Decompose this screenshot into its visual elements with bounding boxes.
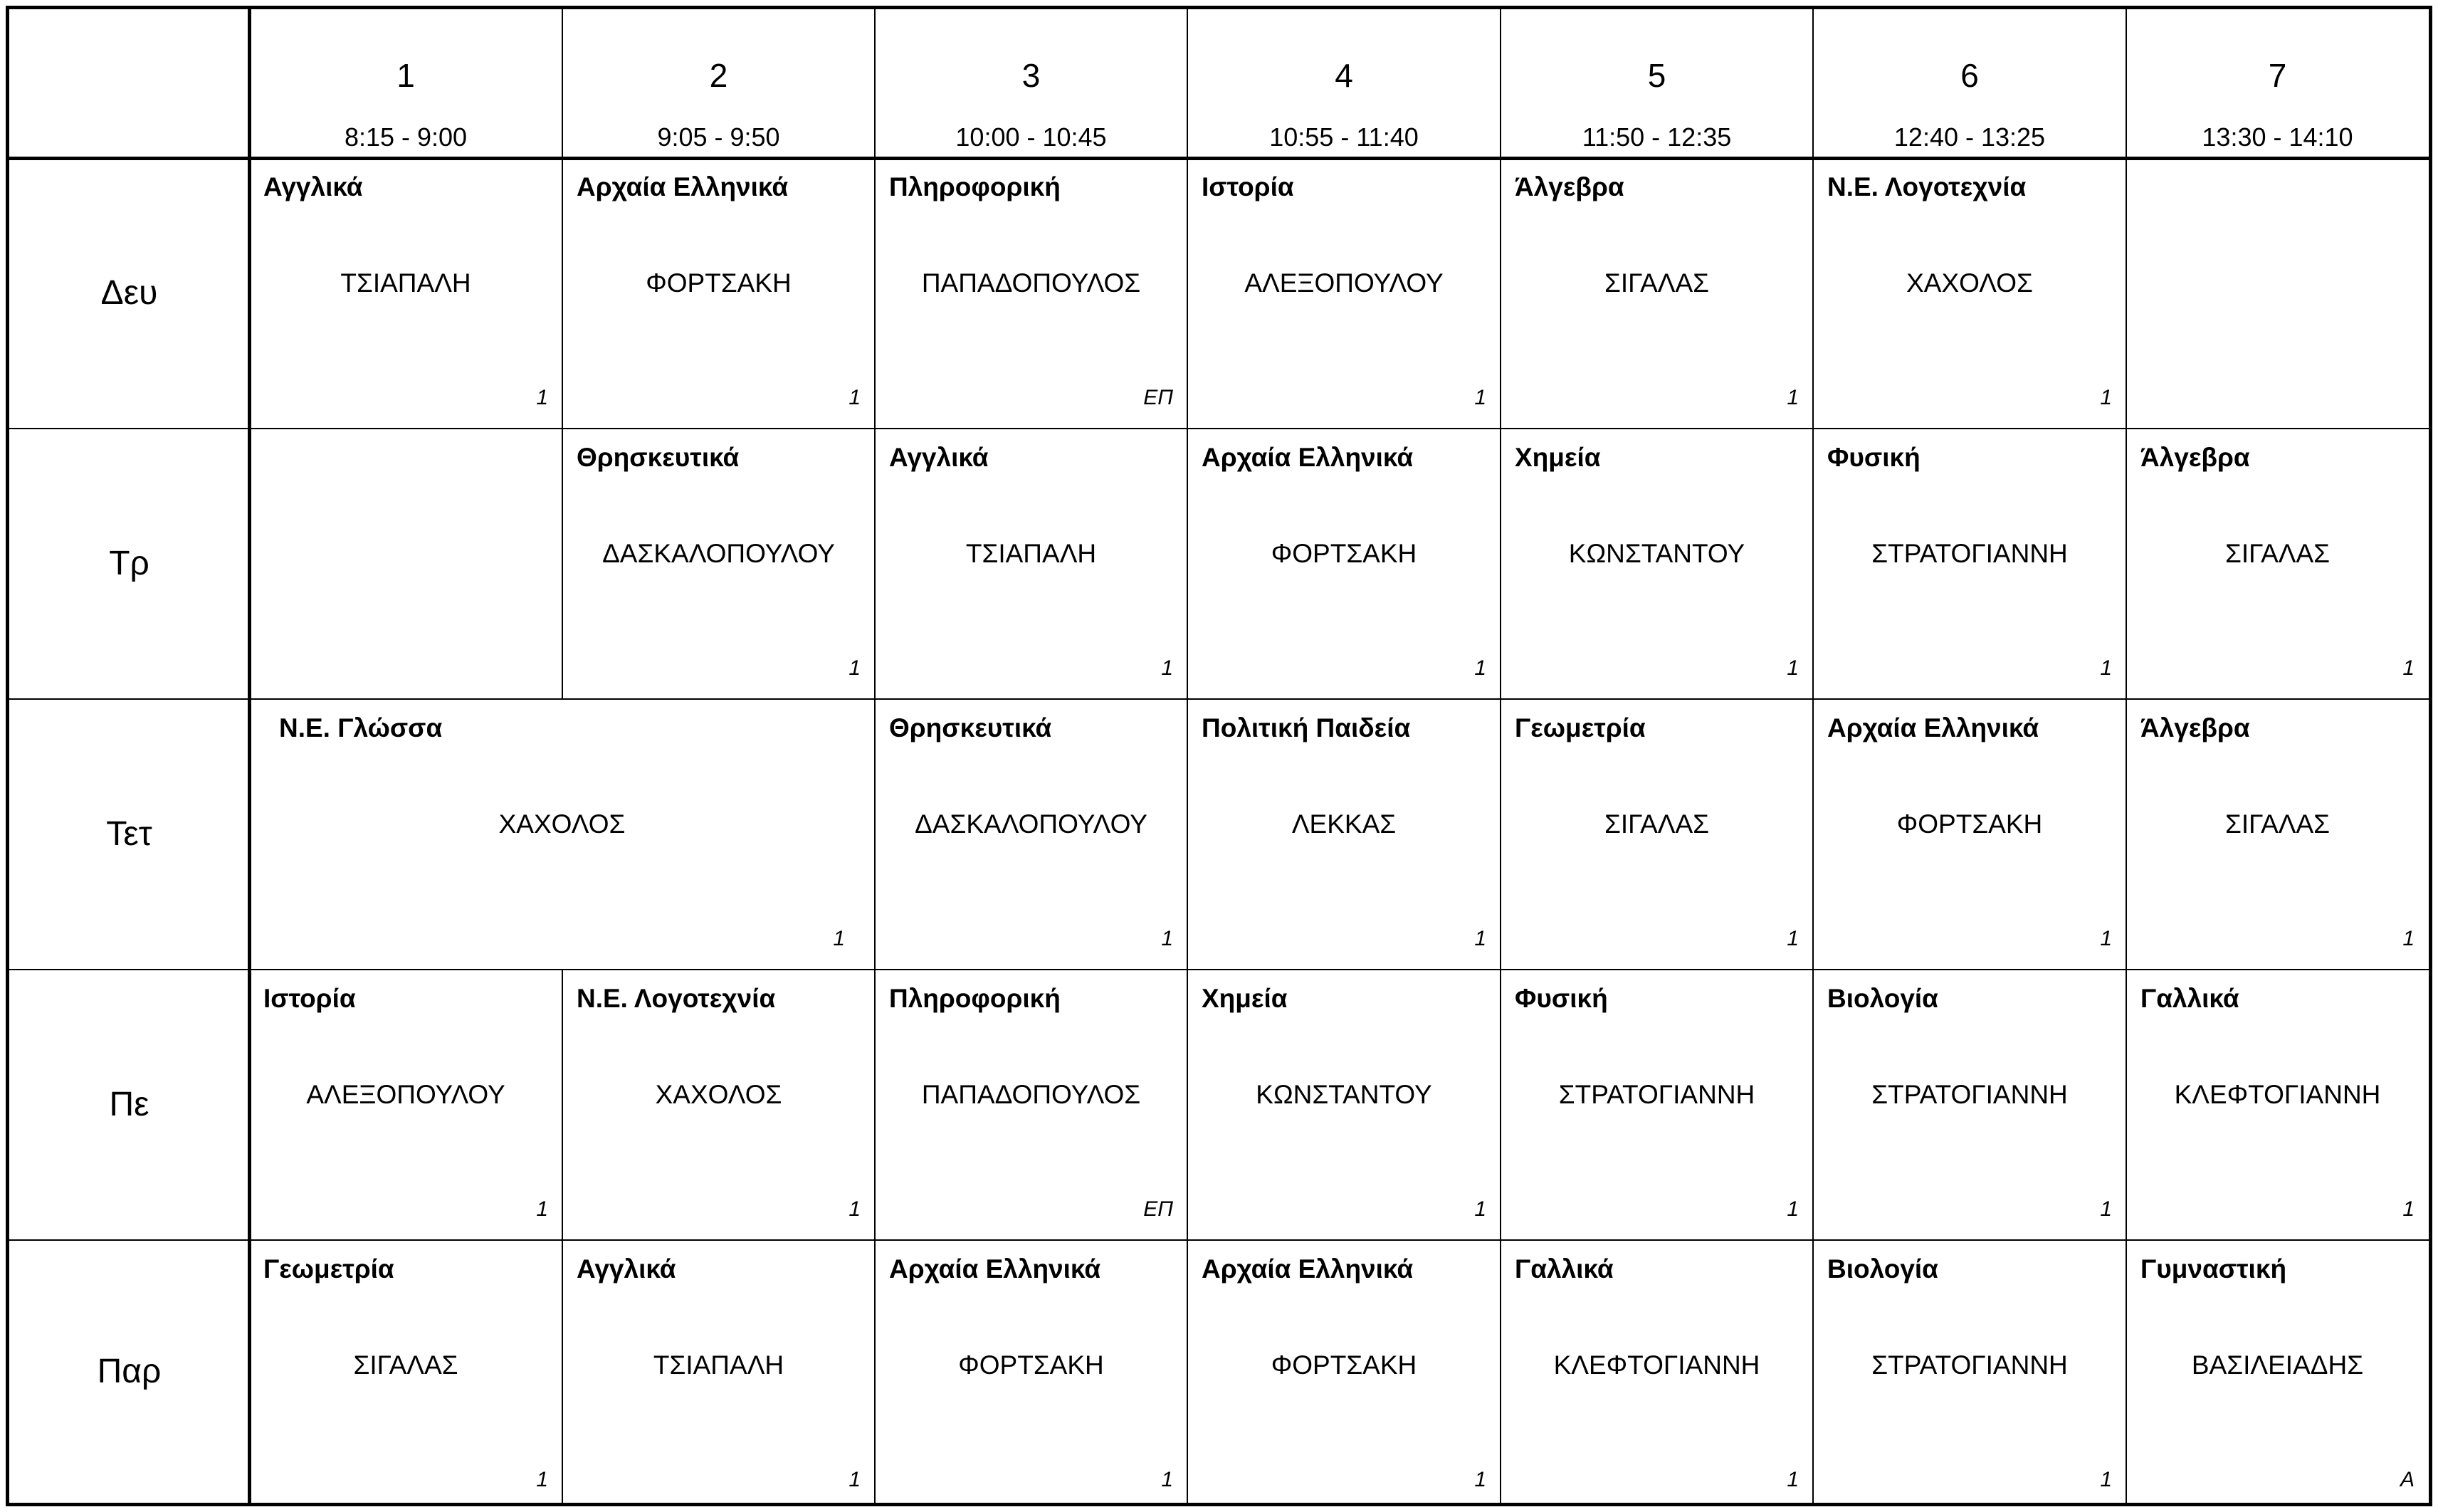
column-divider [1812, 9, 1814, 158]
lesson-cell [1501, 158, 1813, 429]
lesson-subject: Βιολογία [1827, 984, 1938, 1013]
period-header [1813, 9, 2126, 158]
lesson-room: ΕΠ [1143, 386, 1173, 409]
column-divider [1500, 9, 1501, 158]
column-divider [248, 9, 251, 1503]
lesson-cell [1501, 970, 1813, 1240]
lesson-cell [875, 699, 1187, 970]
lesson-cell [1813, 429, 2126, 699]
period-header [875, 9, 1187, 158]
lesson-cell [1501, 1240, 1813, 1503]
lesson-room: 1 [1161, 927, 1173, 950]
timetable-grid [6, 6, 2432, 1506]
lesson-subject: Φυσική [1515, 984, 1608, 1013]
lesson-room: 1 [2100, 927, 2112, 950]
lesson-room: 1 [536, 386, 548, 409]
lesson-teacher: ΣΤΡΑΤΟΓΙΑΝΝΗ [1871, 1350, 2068, 1380]
lesson-subject: Άλγεβρα [2140, 713, 2250, 742]
period-time: 13:30 - 14:10 [2202, 122, 2353, 152]
lesson-subject: Γαλλικά [1515, 1254, 1614, 1283]
lesson-room: Α [2400, 1468, 2415, 1491]
lesson-room: 1 [848, 386, 861, 409]
lesson-subject: Ν.Ε. Λογοτεχνία [1827, 172, 2027, 201]
lesson-teacher: ΚΛΕΦΤΟΓΙΑΝΝΗ [1553, 1350, 1760, 1380]
lesson-teacher: ΤΣΙΑΠΑΛΗ [965, 539, 1097, 568]
period-time: 11:50 - 12:35 [1582, 122, 1732, 152]
lesson-cell [249, 1240, 562, 1503]
lesson-subject: Αρχαία Ελληνικά [889, 1254, 1101, 1283]
lesson-teacher: ΒΑΣΙΛΕΙΑΔΗΣ [2191, 1350, 2364, 1380]
lesson-teacher: ΚΩΝΣΤΑΝΤΟΥ [1568, 539, 1745, 568]
lesson-subject: Φυσική [1827, 443, 1921, 472]
day-label: Πε [109, 1086, 149, 1123]
lesson-teacher: ΔΑΣΚΑΛΟΠΟΥΛΟΥ [915, 809, 1147, 839]
period-number: 5 [1647, 57, 1666, 94]
lesson-subject: Χημεία [1515, 443, 1601, 472]
lesson-cell [1813, 970, 2126, 1240]
lesson-room: 1 [848, 656, 861, 680]
period-time: 10:00 - 10:45 [955, 122, 1107, 152]
lesson-room: 1 [1787, 1197, 1799, 1221]
lesson-room: 1 [1787, 386, 1799, 409]
row-divider [9, 157, 2429, 160]
period-time: 10:55 - 11:40 [1269, 122, 1419, 152]
lesson-cell [249, 699, 875, 970]
lesson-cell [562, 158, 875, 429]
lesson-subject: Χημεία [1202, 984, 1288, 1013]
lesson-cell [1187, 699, 1501, 970]
lesson-cell [2126, 158, 2429, 429]
lesson-teacher: ΧΑΧΟΛΟΣ [498, 809, 626, 839]
period-number: 1 [396, 57, 415, 94]
lesson-subject: Γεωμετρία [263, 1254, 394, 1283]
lesson-teacher: ΠΑΠΑΔΟΠΟΥΛΟΣ [921, 268, 1141, 298]
lesson-teacher: ΣΙΓΑΛΑΣ [1604, 809, 1710, 839]
lesson-subject: Θρησκευτικά [577, 443, 740, 472]
lesson-cell [2126, 699, 2429, 970]
column-divider [562, 9, 563, 158]
lesson-cell [562, 1240, 875, 1503]
day-label: Δευ [100, 274, 158, 312]
column-divider [2126, 9, 2127, 158]
lesson-room: 1 [1787, 1468, 1799, 1491]
lesson-cell [1813, 158, 2126, 429]
lesson-room: 1 [1474, 656, 1486, 680]
lesson-cell [875, 429, 1187, 699]
lesson-teacher: ΤΣΙΑΠΑΛΗ [653, 1350, 784, 1380]
lesson-cell [875, 970, 1187, 1240]
lesson-subject: Ν.Ε. Γλώσσα [279, 713, 443, 742]
lesson-cell [249, 158, 562, 429]
lesson-subject: Πολιτική Παιδεία [1202, 713, 1411, 742]
lesson-teacher: ΣΤΡΑΤΟΓΙΑΝΝΗ [1871, 1080, 2068, 1109]
lesson-teacher: ΚΩΝΣΤΑΝΤΟΥ [1256, 1080, 1432, 1109]
lesson-teacher: ΑΛΕΞΟΠΟΥΛΟΥ [306, 1080, 505, 1109]
period-number: 2 [709, 57, 728, 94]
lesson-subject: Ιστορία [263, 984, 356, 1013]
lesson-teacher: ΑΛΕΞΟΠΟΥΛΟΥ [1244, 268, 1444, 298]
lesson-cell [249, 970, 562, 1240]
lesson-teacher: ΠΑΠΑΔΟΠΟΥΛΟΣ [921, 1080, 1141, 1109]
column-divider [874, 9, 876, 158]
lesson-cell [2126, 970, 2429, 1240]
lesson-teacher: ΣΙΓΑΛΑΣ [1604, 268, 1710, 298]
lesson-teacher: ΦΟΡΤΣΑΚΗ [1271, 539, 1417, 568]
lesson-subject: Ν.Ε. Λογοτεχνία [577, 984, 776, 1013]
period-time: 8:15 - 9:00 [344, 122, 468, 152]
lesson-room: 1 [536, 1468, 548, 1491]
lesson-room: 1 [2402, 927, 2415, 950]
lesson-teacher: ΦΟΡΤΣΑΚΗ [646, 268, 792, 298]
period-number: 6 [1960, 57, 1979, 94]
lesson-room: ΕΠ [1143, 1197, 1173, 1221]
lesson-cell [562, 970, 875, 1240]
lesson-room: 1 [1161, 1468, 1173, 1491]
lesson-room: 1 [2402, 1197, 2415, 1221]
lesson-cell [2126, 429, 2429, 699]
lesson-teacher: ΔΑΣΚΑΛΟΠΟΥΛΟΥ [602, 539, 835, 568]
lesson-subject: Βιολογία [1827, 1254, 1938, 1283]
lesson-room: 1 [848, 1197, 861, 1221]
lesson-cell [1501, 699, 1813, 970]
period-header [2126, 9, 2429, 158]
lesson-cell [249, 429, 562, 699]
lesson-room: 1 [1474, 1197, 1486, 1221]
lesson-room: 1 [2402, 656, 2415, 680]
lesson-subject: Αγγλικά [263, 172, 363, 201]
lesson-cell [875, 158, 1187, 429]
column-divider [1187, 9, 1188, 158]
lesson-teacher: ΦΟΡΤΣΑΚΗ [1896, 809, 2043, 839]
lesson-subject: Αρχαία Ελληνικά [1202, 1254, 1414, 1283]
lesson-room: 1 [1787, 656, 1799, 680]
lesson-subject: Θρησκευτικά [889, 713, 1052, 742]
lesson-subject: Αρχαία Ελληνικά [577, 172, 789, 201]
lesson-cell [2126, 1240, 2429, 1503]
period-header [1187, 9, 1501, 158]
lesson-room: 1 [1161, 656, 1173, 680]
lesson-room: 1 [1474, 927, 1486, 950]
lesson-subject: Γυμναστική [2140, 1254, 2287, 1283]
period-header [1501, 9, 1813, 158]
lesson-subject: Γεωμετρία [1515, 713, 1646, 742]
lesson-cell [1501, 429, 1813, 699]
period-time: 9:05 - 9:50 [657, 122, 780, 152]
lesson-cell [1187, 429, 1501, 699]
lesson-subject: Ιστορία [1202, 172, 1294, 201]
lesson-cell [1187, 158, 1501, 429]
lesson-room: 1 [1474, 1468, 1486, 1491]
period-time: 12:40 - 13:25 [1893, 122, 2046, 152]
lesson-teacher: ΦΟΡΤΣΑΚΗ [1271, 1350, 1417, 1380]
lesson-teacher: ΚΛΕΦΤΟΓΙΑΝΝΗ [2174, 1080, 2381, 1109]
lesson-cell [1187, 970, 1501, 1240]
lesson-subject: Αρχαία Ελληνικά [1827, 713, 2039, 742]
lesson-teacher: ΣΤΡΑΤΟΓΙΑΝΝΗ [1558, 1080, 1755, 1109]
day-label: Τετ [106, 815, 152, 853]
lesson-subject: Αρχαία Ελληνικά [1202, 443, 1414, 472]
lesson-cell [562, 429, 875, 699]
lesson-room: 1 [2100, 656, 2112, 680]
lesson-teacher: ΛΕΚΚΑΣ [1291, 809, 1397, 839]
lesson-cell [1187, 1240, 1501, 1503]
lesson-subject: Πληροφορική [889, 172, 1061, 201]
day-label: Τρ [109, 545, 149, 582]
lesson-room: 1 [2100, 386, 2112, 409]
lesson-subject: Πληροφορική [889, 984, 1061, 1013]
period-header [249, 9, 562, 158]
lesson-cell [1813, 1240, 2126, 1503]
lesson-cell [1813, 699, 2126, 970]
period-header [562, 9, 875, 158]
period-number: 3 [1021, 57, 1041, 94]
lesson-subject: Γαλλικά [2140, 984, 2239, 1013]
lesson-room: 1 [536, 1197, 548, 1221]
lesson-room: 1 [1787, 927, 1799, 950]
lesson-teacher: ΦΟΡΤΣΑΚΗ [958, 1350, 1104, 1380]
lesson-cell [875, 1240, 1187, 1503]
lesson-subject: Άλγεβρα [2140, 443, 2250, 472]
lesson-subject: Αγγλικά [889, 443, 989, 472]
lesson-teacher: ΣΤΡΑΤΟΓΙΑΝΝΗ [1871, 539, 2068, 568]
lesson-teacher: ΣΙΓΑΛΑΣ [353, 1350, 458, 1380]
lesson-teacher: ΧΑΧΟΛΟΣ [1906, 268, 2033, 298]
lesson-subject: Αγγλικά [577, 1254, 676, 1283]
lesson-room: 1 [1474, 386, 1486, 409]
lesson-teacher: ΤΣΙΑΠΑΛΗ [340, 268, 471, 298]
period-number: 7 [2268, 57, 2287, 94]
lesson-room: 1 [833, 927, 845, 950]
lesson-teacher: ΣΙΓΑΛΑΣ [2224, 809, 2331, 839]
lesson-subject: Άλγεβρα [1515, 172, 1624, 201]
day-label: Παρ [97, 1352, 162, 1390]
lesson-room: 1 [2100, 1468, 2112, 1491]
lesson-room: 1 [848, 1468, 861, 1491]
lesson-teacher: ΣΙΓΑΛΑΣ [2224, 539, 2331, 568]
lesson-room: 1 [2100, 1197, 2112, 1221]
lesson-teacher: ΧΑΧΟΛΟΣ [655, 1080, 782, 1109]
period-number: 4 [1335, 57, 1353, 94]
